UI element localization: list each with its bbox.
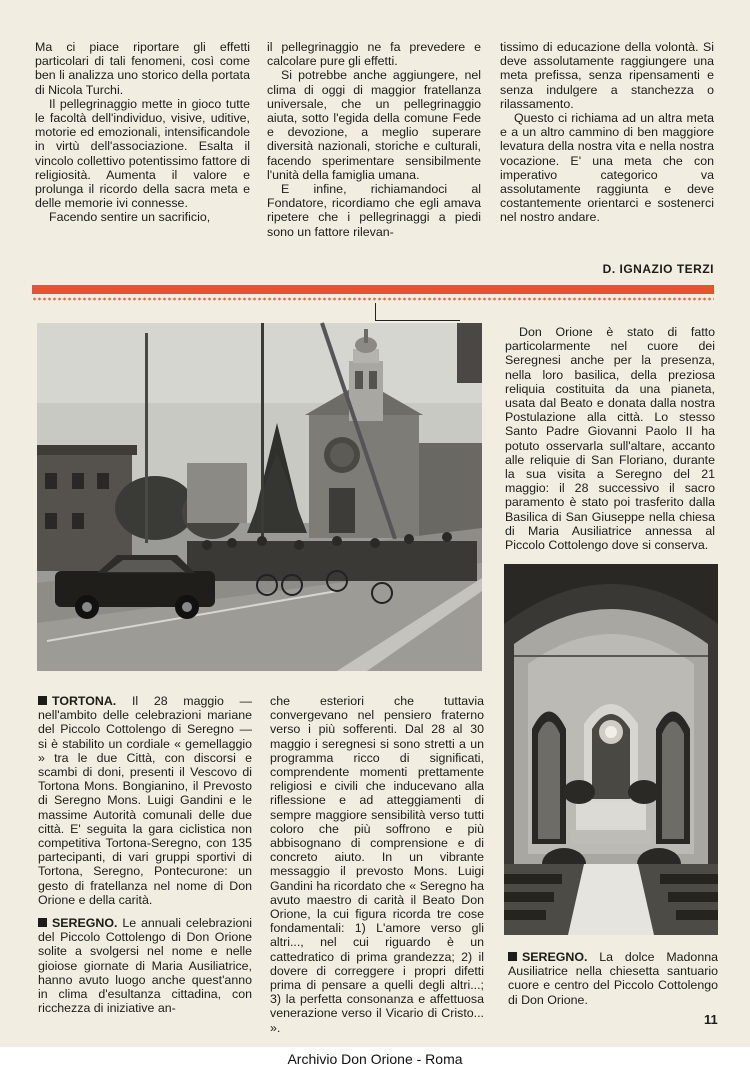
news-keyword: TORTONA. bbox=[52, 694, 117, 708]
news-tortona bbox=[38, 694, 252, 907]
paragraph: Il pellegrinaggio mette in gioco tutte le facoltà dell'individuo, visive, uditive, motorie ed emozionali, intensificandole in virtù dell'associazione. Esalta il vincolo collettivo potentissimo fattore di religiosità. Aumenta il valore e prolunga il ricordo della sacra meta e delle memorie ivi connesse. bbox=[35, 96, 250, 211]
paragraph: Ma ci piace riportare gli effetti particolari di tali fenomeni, così come ben li analizza uno storico della portata di Nicola Turchi. bbox=[35, 40, 250, 97]
paragraph: Don Orione è stato di fatto particolarmente nel cuore dei Seregnesi anche per la presenza, nella loro basilica, della preziosa reliquia costituita da una pianeta, usata dal Beato e donata dalla nostra Postulazione alla città. Lo stesso Santo Padre Giovanni Paolo II ha potuto osservarla sull'altare, accanto alle reliquie di San Floriano, durante la sua visita a Seregno del 21 maggio: il 28 successivo il sacro paramento è stato poi trasferito dalla Basilica di San Giuseppe nella chiesa di Maria Ausiliatrice annessa al Piccolo Cottolengo dove si conserva. bbox=[505, 325, 715, 553]
photo-church-interior bbox=[504, 564, 718, 935]
photo-caption-madonna bbox=[508, 950, 718, 1008]
news-keyword: SEREGNO. bbox=[52, 916, 118, 931]
photo-cycling-race-image bbox=[37, 323, 482, 671]
author-signature: D. IGNAZIO TERZI bbox=[602, 262, 714, 276]
bullet-square-icon bbox=[508, 952, 517, 961]
photo-caption-relic bbox=[505, 325, 715, 555]
news-seregno bbox=[38, 916, 252, 1015]
news-column-2 bbox=[270, 694, 484, 1035]
caption-text: La dolce Madonna Ausiliatrice nella chiesetta santuario cuore e centro del Piccolo Cottolengo di Don Orione. bbox=[508, 950, 718, 1007]
archive-footer: Archivio Don Orione - Roma bbox=[0, 1047, 750, 1071]
news-column-1 bbox=[38, 694, 252, 1016]
photo-cycling-race bbox=[37, 323, 482, 671]
article-column-2 bbox=[267, 40, 481, 278]
paragraph: Questo ci richiama ad un altra meta e a un altro cammino di ben maggiore levatura della nostra vita e nella nostra vocazione. E' una meta che con imperativo categorico va assolutamente raggiunta e deve costantemente orientarci e sostenerci nel nostro andare. bbox=[500, 111, 714, 225]
section-divider-dots bbox=[32, 297, 714, 301]
paragraph: E infine, richiamandoci al Fondatore, ricordiamo che egli amava ripetere che i pellegrinaggi a piedi sono un fattore rilevan- bbox=[267, 182, 481, 239]
bullet-square-icon bbox=[38, 696, 47, 705]
paragraph: tissimo di educazione della volontà. Si deve assolutamente raggiungere una meta prefissa, senza ripensamenti e senza indulgere a stanchezza o rilassamento. bbox=[500, 40, 714, 111]
bullet-square-icon bbox=[38, 918, 47, 927]
page-number: 11 bbox=[704, 1012, 718, 1027]
paragraph: Facendo sentire un sacrificio, bbox=[49, 210, 211, 225]
paragraph: Si potrebbe anche aggiungere, nel clima di oggi di maggior fratellanza universale, che un pellegrinaggio aiuta, sotto l'egida della comune Fede e devozione, a meglio superare diversità nazionali, storiche e culturali, facendo sperimentare sensibilmente l'unità della famiglia umana. bbox=[267, 68, 481, 182]
section-divider bbox=[32, 285, 714, 294]
caption bbox=[508, 950, 718, 1007]
caption-keyword: SEREGNO. bbox=[522, 950, 588, 964]
article-column-1 bbox=[35, 40, 250, 278]
callout-line bbox=[375, 320, 460, 321]
callout-line bbox=[375, 303, 376, 321]
news-text: che esteriori che tuttavia convergevano nel pensiero fraterno verso i più sofferenti. Dal 28 al 30 maggio i seregnesi si sono stretti a un programma ricco di significati, comprendente momenti prettamente religiosi e civili che inducevano alla riflessione e ad atteggiamenti di sempre maggiore sensibilità verso tutti coloro che più soffrono e più abbisognano di comprensione e di concreto aiuto. In un vibrante messaggio il prevosto Mons. Luigi Gandini ha ricordato che « Seregno ha avuto maestro di carità il Beato Don Orione, la cui figura ricorda tre cose fondamentali: 1) L'amore verso gli altri..., nel cui riguardo è un cattedratico di prima grandezza; 2) il dovere di correggere i propri difetti prima di pensare a quelli degli altri...; 3) la perfetta consonanza e affettuosa venerazione verso il Vicario di Cristo... ». bbox=[270, 694, 484, 1035]
article-column-3 bbox=[500, 40, 714, 262]
paragraph: il pellegrinaggio ne fa prevedere e calcolare pure gli effetti. bbox=[267, 40, 481, 69]
news-text: Il 28 maggio — nell'ambito delle celebrazioni mariane del Piccolo Cottolengo di Seregno — si è stabilito un cordiale « gemellaggio » tra le due Città, con discorsi e scambi di doni, presenti il Vescovo di Tortona Mons. Bongianino, il Prevosto di Seregno Mons. Luigi Gandini e le massime Autorità comunali delle due città. E' seguita la gara ciclistica non competitiva Tortona-Seregno, con 135 partecipanti, di vari gruppi sportivi di Tortona, Seregno, Pontecurone: un gesto di fratellanza nel nome di Don Orione e della carità. bbox=[38, 694, 252, 907]
photo-church-interior-image bbox=[504, 564, 718, 935]
news-text: Le annuali celebrazioni del Piccolo Cottolengo di Don Orione solite a svolgersi nel nome e nelle gioiose giornate di Maria Ausiliatrice, hanno avuto luogo anche quest'anno in clima d'esultanza cittadina, con ricchezza di iniziative an- bbox=[38, 916, 252, 1016]
